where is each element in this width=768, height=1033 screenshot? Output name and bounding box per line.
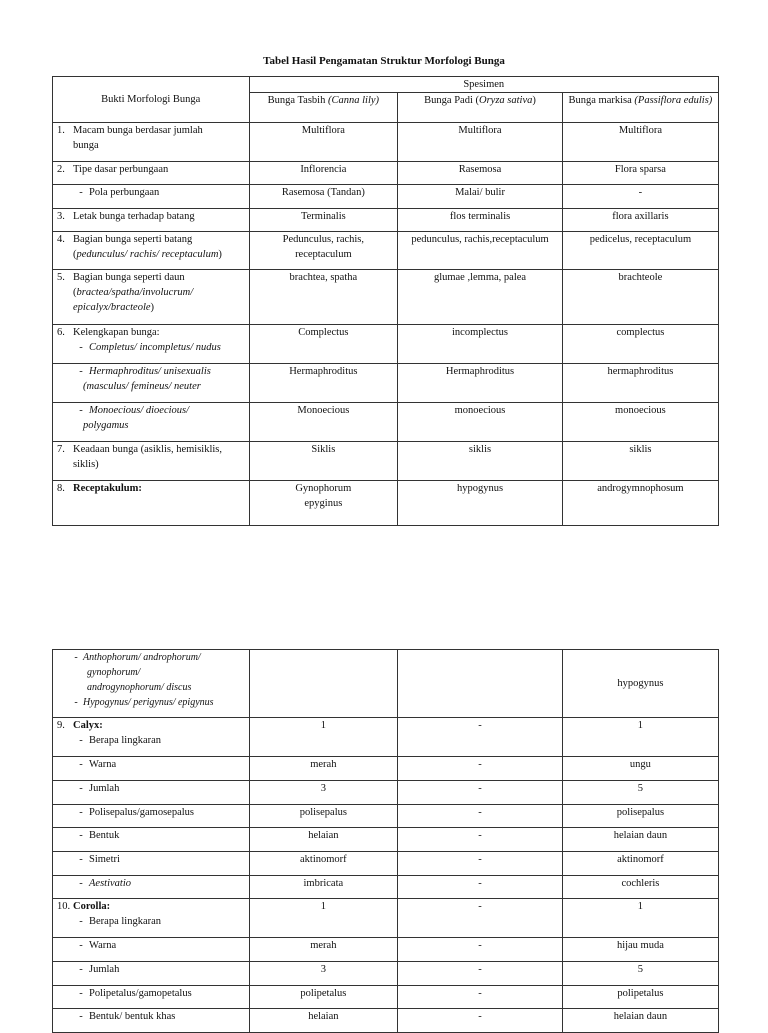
cell-specimen-3: 5: [562, 781, 718, 805]
table-row: [53, 185, 719, 209]
cell-specimen-2: -: [398, 757, 563, 781]
cell-specimen-1: Pedunculus, rachis, receptaculum: [249, 232, 398, 270]
table-row: [53, 828, 719, 852]
cell-specimen-1: Multiflora: [249, 123, 398, 162]
row-label: - Hermaphroditus/ unisexualis (masculus/ femineus/ neuter: [53, 364, 250, 403]
table-row: [53, 718, 719, 757]
table-row: [53, 270, 719, 325]
cell-specimen-3: 5: [562, 962, 718, 986]
header-specimen-3: Bunga markisa (Passiflora edulis): [562, 93, 718, 123]
table-row: [53, 403, 719, 442]
cell-specimen-3: helaian daun: [562, 828, 718, 852]
table-row: [53, 899, 719, 938]
cell-specimen-2: Malai/ bulir: [398, 185, 563, 209]
table-row: [53, 209, 719, 232]
row-label: - Warna: [53, 757, 250, 781]
row-label: - Monoecious/ dioecious/ polygamus: [53, 403, 250, 442]
row-label: - Jumlah: [53, 962, 250, 986]
cell-specimen-2: Hermaphroditus: [398, 364, 563, 403]
row-label: 6. Kelengkapan bunga: - Completus/ incompletus/ nudus: [53, 325, 250, 364]
cell-specimen-1: helaian: [249, 828, 398, 852]
cell-specimen-3: ungu: [562, 757, 718, 781]
row-label: - Pola perbungaan: [53, 185, 250, 209]
cell-specimen-3: complectus: [562, 325, 718, 364]
header-specimen-1: Bunga Tasbih (Canna lily): [249, 93, 398, 123]
cell-specimen-1: Inflorencia: [249, 162, 398, 185]
table-row: [53, 325, 719, 364]
cell-specimen-1: Terminalis: [249, 209, 398, 232]
cell-specimen-1: Rasemosa (Tandan): [249, 185, 398, 209]
cell-specimen-1: Monoecious: [249, 403, 398, 442]
row-label: - Polisepalus/gamosepalus: [53, 805, 250, 828]
cell-specimen-1: 1: [249, 718, 398, 757]
cell-specimen-3: monoecious: [562, 403, 718, 442]
cell-specimen-1: Complectus: [249, 325, 398, 364]
cell-specimen-2: monoecious: [398, 403, 563, 442]
cell-specimen-1: Hermaphroditus: [249, 364, 398, 403]
cell-specimen-1: merah: [249, 938, 398, 962]
row-label: 10. Corolla: - Berapa lingkaran: [53, 899, 250, 938]
cell-specimen-3: Multiflora: [562, 123, 718, 162]
table-row: [53, 162, 719, 185]
cell-specimen-2: Rasemosa: [398, 162, 563, 185]
table-row: [53, 986, 719, 1009]
table-row: [53, 481, 719, 526]
cell-specimen-1: polipetalus: [249, 986, 398, 1009]
row-label: 4. Bagian bunga seperti batang (pedunculus/ rachis/ receptaculum): [53, 232, 250, 270]
cell-specimen-2: -: [398, 718, 563, 757]
row-label: 7. Keadaan bunga (asiklis, hemisiklis, siklis): [53, 442, 250, 481]
cell-specimen-3: 1: [562, 899, 718, 938]
cell-specimen-3: polipetalus: [562, 986, 718, 1009]
table-row: [53, 364, 719, 403]
cell-specimen-1: Siklis: [249, 442, 398, 481]
cell-specimen-3: Flora sparsa: [562, 162, 718, 185]
row-label: 5. Bagian bunga seperti daun (bractea/spatha/involucrum/ epicalyx/bracteole): [53, 270, 250, 325]
cell-specimen-1: merah: [249, 757, 398, 781]
header-spesimen: Spesimen: [249, 77, 719, 93]
cell-specimen-1: Gynophorum epyginus: [249, 481, 398, 526]
table-row: [53, 232, 719, 270]
header-bukti: Bukti Morfologi Bunga: [53, 77, 250, 123]
document-title: Tabel Hasil Pengamatan Struktur Morfologi Bunga: [263, 55, 505, 67]
cell-specimen-1: aktinomorf: [249, 852, 398, 876]
cell-specimen-3: cochleris: [562, 876, 718, 899]
row-label: - Simetri: [53, 852, 250, 876]
cell-specimen-3: polisepalus: [562, 805, 718, 828]
table-row: [53, 757, 719, 781]
cell-specimen-2: [398, 650, 563, 718]
cell-specimen-2: -: [398, 876, 563, 899]
row-label: - Warna: [53, 938, 250, 962]
cell-specimen-1: 3: [249, 962, 398, 986]
cell-specimen-3: flora axillaris: [562, 209, 718, 232]
cell-specimen-3: siklis: [562, 442, 718, 481]
table-row: [53, 876, 719, 899]
row-label: - Jumlah: [53, 781, 250, 805]
table-row: [53, 650, 719, 718]
cell-specimen-3: hermaphroditus: [562, 364, 718, 403]
row-label: - Bentuk: [53, 828, 250, 852]
cell-specimen-1: polisepalus: [249, 805, 398, 828]
cell-specimen-1: helaian: [249, 1009, 398, 1033]
morphology-table-2: [52, 649, 719, 1033]
morphology-table-1: [52, 76, 719, 526]
header-specimen-2: Bunga Padi (Oryza sativa): [398, 93, 563, 123]
table-row: [53, 962, 719, 986]
cell-specimen-2: -: [398, 852, 563, 876]
table-row: [53, 781, 719, 805]
row-label: - Anthophorum/ androphorum/ gynophorum/ androgynophorum/ discus - Hypogynus/ perigynus/ epigynus: [53, 650, 250, 718]
table-row: [53, 123, 719, 162]
table-row: [53, 1009, 719, 1033]
cell-specimen-3: hijau muda: [562, 938, 718, 962]
cell-specimen-1: brachtea, spatha: [249, 270, 398, 325]
cell-specimen-2: glumae ,lemma, palea: [398, 270, 563, 325]
cell-specimen-2: siklis: [398, 442, 563, 481]
cell-specimen-1: 1: [249, 899, 398, 938]
cell-specimen-1: 3: [249, 781, 398, 805]
row-label: 9. Calyx: - Berapa lingkaran: [53, 718, 250, 757]
row-label: 1. Macam bunga berdasar jumlah bunga: [53, 123, 250, 162]
row-label: - Aestivatio: [53, 876, 250, 899]
row-label: 3. Letak bunga terhadap batang: [53, 209, 250, 232]
cell-specimen-3: brachteole: [562, 270, 718, 325]
row-label: 2. Tipe dasar perbungaan: [53, 162, 250, 185]
cell-specimen-2: Multiflora: [398, 123, 563, 162]
cell-specimen-2: -: [398, 938, 563, 962]
cell-specimen-2: -: [398, 1009, 563, 1033]
row-label: - Bentuk/ bentuk khas: [53, 1009, 250, 1033]
cell-specimen-3: 1: [562, 718, 718, 757]
cell-specimen-1: [249, 650, 398, 718]
cell-specimen-3: helaian daun: [562, 1009, 718, 1033]
table-row: [53, 442, 719, 481]
cell-specimen-2: flos terminalis: [398, 209, 563, 232]
cell-specimen-3: pedicelus, receptaculum: [562, 232, 718, 270]
row-label: - Polipetalus/gamopetalus: [53, 986, 250, 1009]
cell-specimen-2: -: [398, 828, 563, 852]
cell-specimen-2: hypogynus: [398, 481, 563, 526]
table-row: [53, 938, 719, 962]
cell-specimen-2: pedunculus, rachis,receptaculum: [398, 232, 563, 270]
cell-specimen-1: imbricata: [249, 876, 398, 899]
cell-specimen-3: -: [562, 185, 718, 209]
cell-specimen-3: aktinomorf: [562, 852, 718, 876]
cell-specimen-2: -: [398, 805, 563, 828]
cell-specimen-2: -: [398, 962, 563, 986]
cell-specimen-2: -: [398, 899, 563, 938]
cell-specimen-3: hypogynus: [562, 650, 718, 718]
table-row: [53, 852, 719, 876]
cell-specimen-3: androgymnophosum: [562, 481, 718, 526]
table-row: [53, 805, 719, 828]
cell-specimen-2: incomplectus: [398, 325, 563, 364]
row-label: 8. Receptakulum:: [53, 481, 250, 526]
cell-specimen-2: -: [398, 986, 563, 1009]
cell-specimen-2: -: [398, 781, 563, 805]
